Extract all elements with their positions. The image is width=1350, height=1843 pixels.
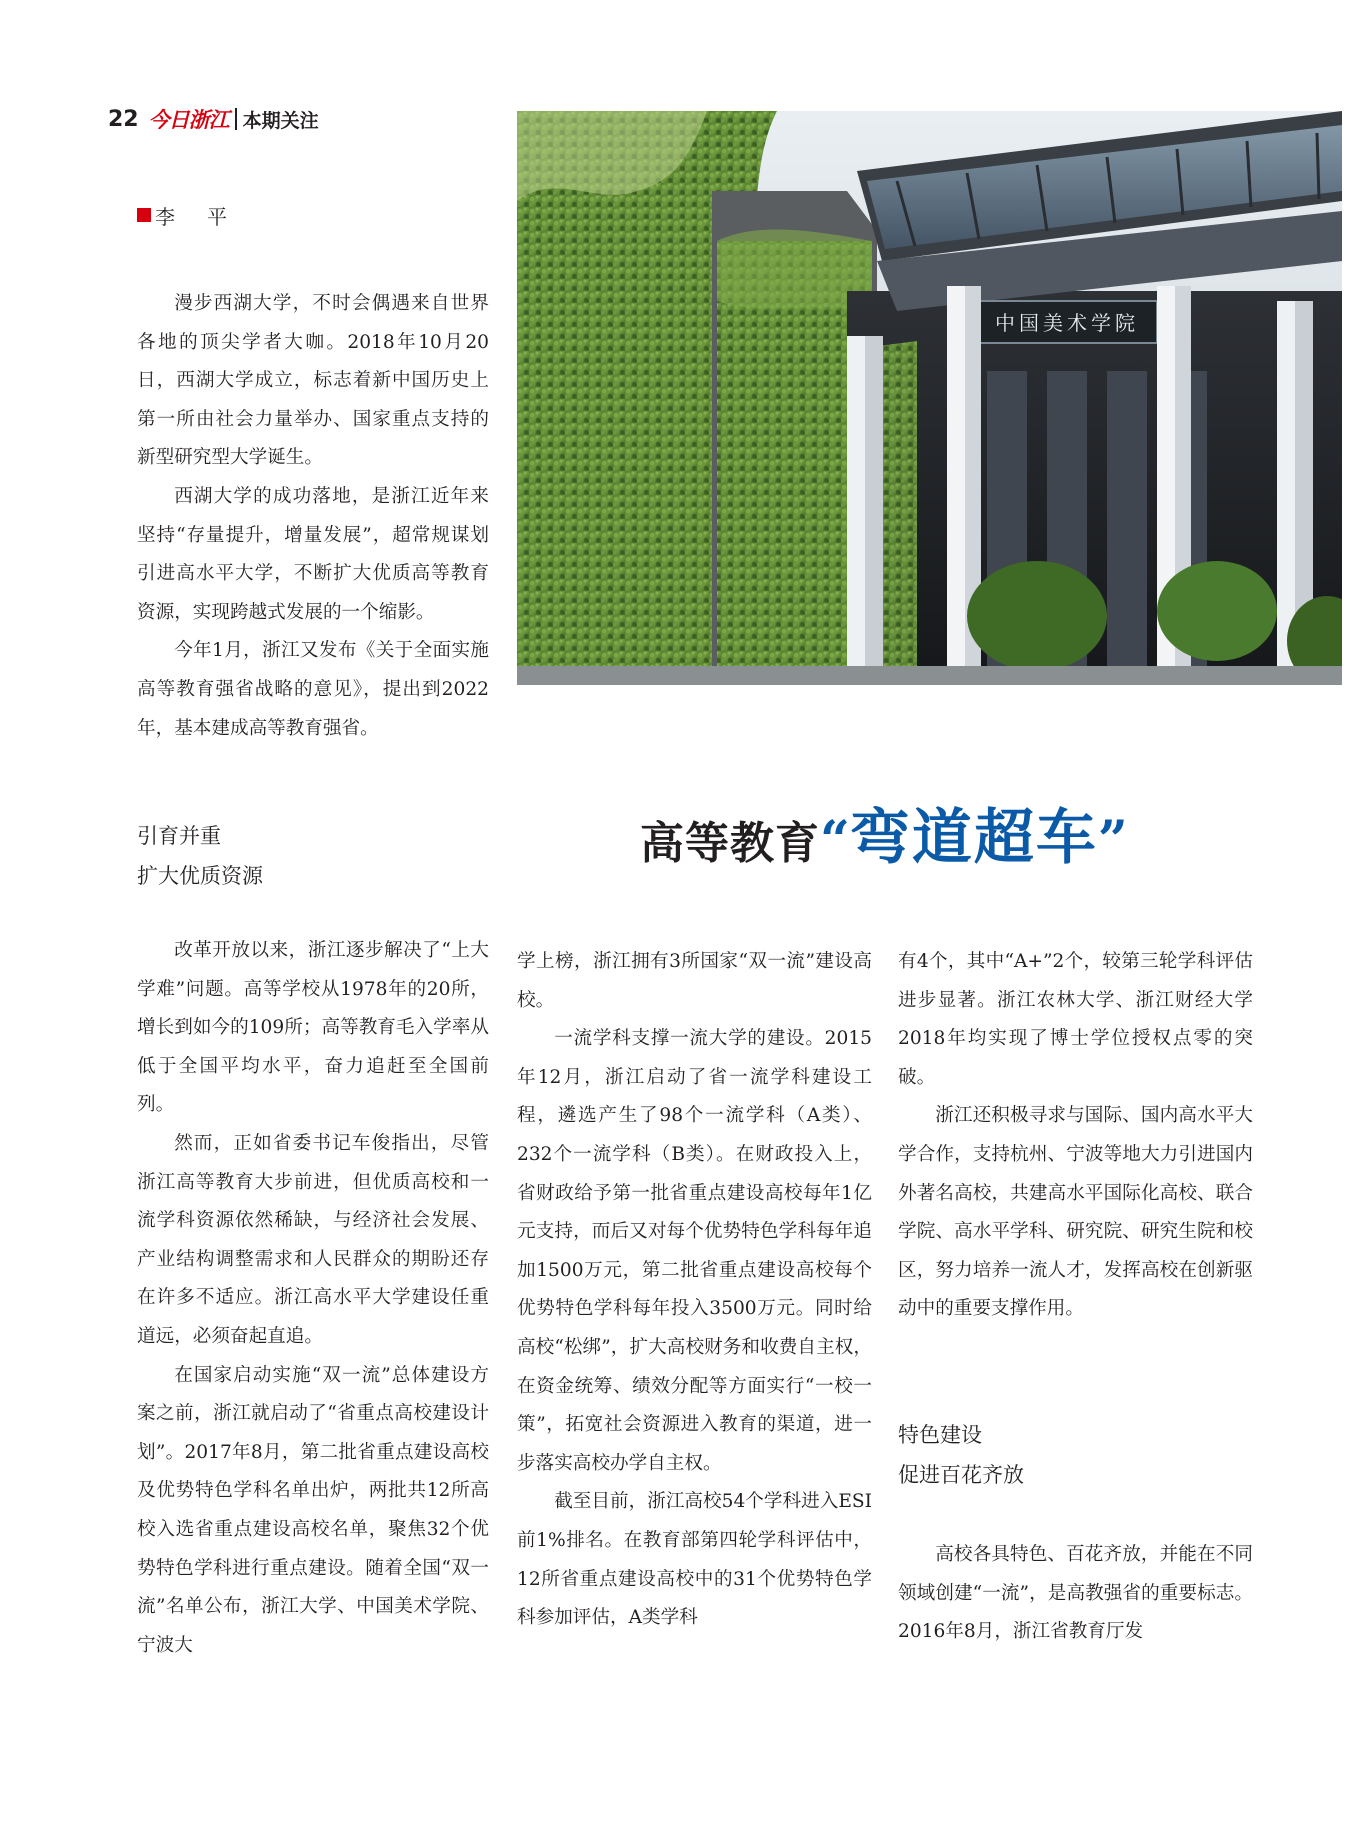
page-number: 22 — [108, 106, 139, 132]
body-paragraph: 一流学科支撑一流大学的建设。2015年12月，浙江启动了省一流学科建设工程，遴选产生了98个一流学科（A类）、232个一流学科（B类）。在财政投入上，省财政给予第一批省重点建设高校每年1亿元支持，而后又对每个优势特色学科每年追加1500万元，第二批省重点建设高校每个优势特色学科每年投入3500万元。同时给高校“松绑”，扩大高校财务和收费自主权，在资金统筹、绩效分配等方面实行“一校一策”，拓宽社会资源进入教育的渠道，进一步落实高校办学自主权。 — [517, 1028, 872, 1474]
intro-column — [137, 285, 489, 748]
red-square-icon — [137, 208, 151, 222]
author-name: 李 平 — [155, 204, 233, 229]
headline-open-quote: “ — [820, 810, 850, 871]
intro-paragraph: 今年1月，浙江又发布《关于全面实施高等教育强省战略的意见》，提出到2022年，基本建成高等教育强省。 — [137, 640, 489, 739]
headline-main: 弯道超车 — [849, 803, 1098, 873]
subheading-line: 促进百花齐放 — [898, 1463, 1024, 1487]
section-title: 本期关注 — [242, 109, 319, 132]
body-paragraph: 然而，正如省委书记车俊指出，尽管浙江高等教育大步前进，但优质高校和一流学科资源依然稀缺，与经济社会发展、产业结构调整需求和人民群众的期盼还存在许多不适应。浙江高水平大学建设任重道远，必须奋起直追。 — [137, 1132, 489, 1347]
header-divider — [235, 108, 237, 130]
body-column-3-continued — [898, 1536, 1253, 1652]
subheading-line: 扩大优质资源 — [137, 864, 263, 888]
intro-paragraph: 漫步西湖大学，不时会偶遇来自世界各地的顶尖学者大咖。2018年10月20日，西湖大学成立，标志着新中国历史上第一所由社会力量举办、国家重点支持的新型研究型大学诞生。 — [137, 293, 489, 469]
body-paragraph: 浙江还积极寻求与国际、国内高水平大学合作，支持杭州、宁波等地大力引进国内外著名高校，共建高水平国际化高校、联合学院、高水平学科、研究院、研究生院和校区，努力培养一流人才，发挥高校在创新驱动中的重要支撑作用。 — [898, 1105, 1253, 1320]
headline-prefix: 高等教育 — [640, 818, 820, 869]
body-paragraph: 有4个，其中“A+”2个，较第三轮学科评估进步显著。浙江农林大学、浙江财经大学2018年均实现了博士学位授权点零的突破。 — [898, 951, 1253, 1088]
building-sign-text: 中国美术学院 — [995, 311, 1139, 335]
subheading-line: 特色建设 — [898, 1423, 982, 1447]
subheading-2 — [898, 1415, 1024, 1495]
article-headline — [640, 790, 1128, 876]
magazine-logo: 今日浙江 — [148, 108, 229, 132]
campus-photo — [517, 111, 1342, 685]
body-column-2 — [517, 943, 872, 1638]
body-paragraph: 高校各具特色、百花齐放，并能在不同领域创建“一流”，是高教强省的重要标志。2016年8月，浙江省教育厅发 — [898, 1544, 1253, 1643]
headline-close-quote: ” — [1097, 810, 1128, 871]
subheading-1 — [137, 816, 263, 896]
intro-paragraph: 西湖大学的成功落地，是浙江近年来坚持“存量提升，增量发展”，超常规谋划引进高水平大学，不断扩大优质高等教育资源，实现跨越式发展的一个缩影。 — [137, 485, 489, 623]
body-paragraph: 学上榜，浙江拥有3所国家“双一流”建设高校。 — [517, 951, 872, 1011]
body-paragraph: 改革开放以来，浙江逐步解决了“上大学难”问题。高等学校从1978年的20所，增长到如今的109所；高等教育毛入学率从低于全国平均水平，奋力追赶至全国前列。 — [137, 940, 489, 1116]
author-byline — [137, 200, 233, 230]
subheading-line: 引育并重 — [137, 824, 221, 848]
body-column-3 — [898, 943, 1253, 1329]
campus-building-illustration — [517, 111, 1342, 685]
body-paragraph: 截至目前，浙江高校54个学科进入ESI前1%排名。在教育部第四轮学科评估中，12所省重点建设高校中的31个优势特色学科参加评估，A类学科 — [517, 1491, 872, 1629]
body-column-1 — [137, 932, 489, 1665]
page-header — [108, 104, 319, 134]
body-paragraph: 在国家启动实施“双一流”总体建设方案之前，浙江就启动了“省重点高校建设计划”。2017年8月，第二批省重点建设高校及优势特色学科名单出炉，两批共12所高校入选省重点建设高校名单，聚焦32个优势特色学科进行重点建设。随着全国“双一流”名单公布，浙江大学、中国美术学院、宁波大 — [137, 1364, 489, 1656]
